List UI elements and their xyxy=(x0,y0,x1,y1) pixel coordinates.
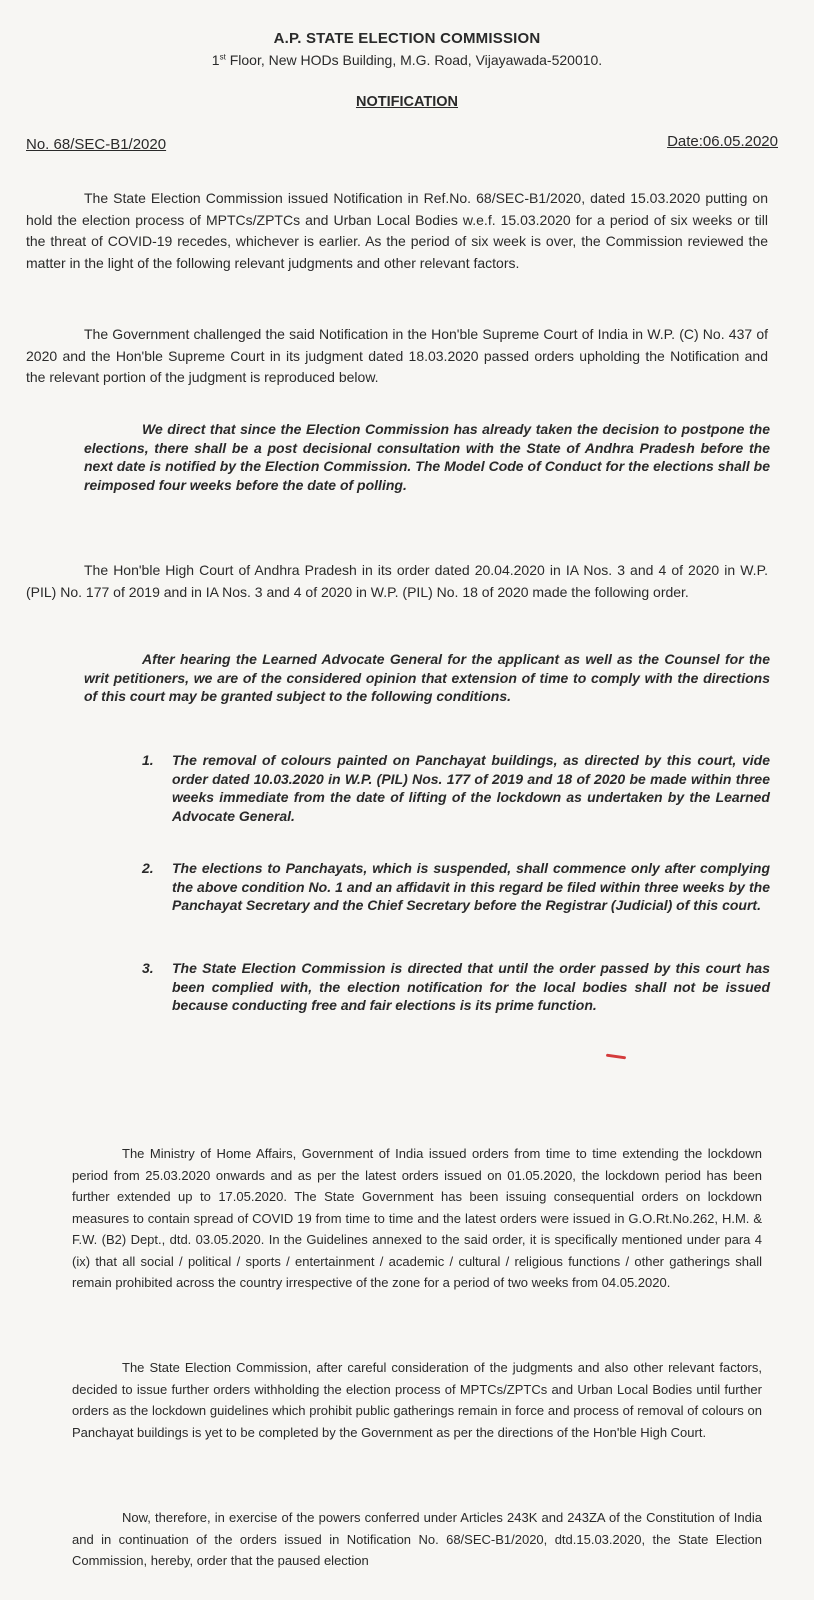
paragraph-4: The Ministry of Home Affairs, Government of India issued orders from time to time extending the lockdown period from 25.03.2020 onwards and as per the latest orders issued on 01.05.2020, the lockdown period has been further extended up to 17.05.2020. The State Government has been issuing consequential orders on lockdown measures to contain spread of COVID 19 from time to time and the latest orders were issued in G.O.Rt.No.262, H.M. & F.W. (B2) Dept., dtd. 03.05.2020. In the Guidelines annexed to the said order, it is specifically mentioned under para 4 (ix) that all social / political / sports / entertainment / academic / cultural / religious functions / other gatherings shall remain prohibited across the country irrespective of the zone for a period of two weeks from 04.05.2020. xyxy=(72,1146,762,1290)
reference-number: No. 68/SEC-B1/2020 xyxy=(26,136,167,153)
condition-item xyxy=(142,959,770,1015)
supreme-court-quote: We direct that since the Election Commission has already taken the decision to postpone the elections, there shall be a post decisional consultation with the State of Andhra Pradesh before the next date is notified by the Election Commission. The Model Code of Conduct for the elections shall be reimposed four weeks before the date of polling. xyxy=(84,421,770,493)
address-text: Floor, New HODs Building, M.G. Road, Vijayawada-520010. xyxy=(225,52,603,68)
notification-date: Date:06.05.2020 xyxy=(667,133,778,150)
floor-number: 1 xyxy=(211,52,220,68)
paragraph-6: Now, therefore, in exercise of the powers conferred under Articles 243K and 243ZA of the Constitution of India and in continuation of the orders issued in Notification No. 68/SEC-B1/2020, dtd.15.03.2020, the State Election Commission, hereby, order that the paused election xyxy=(72,1510,762,1568)
condition-text: The State Election Commission is directed that until the order passed by this court has been complied with, the election notification for the local bodies shall not be issued because conducting free and fair elections is its prime function. xyxy=(172,960,770,1013)
paragraph-3: The Hon'ble High Court of Andhra Pradesh in its order dated 20.04.2020 in IA Nos. 3 and 4 of 2020 in W.P. (PIL) No. 177 of 2019 and in IA Nos. 3 and 4 of 2020 in W.P. (PIL) No. 18 of 2020 made the following order. xyxy=(26,562,768,600)
commission-address xyxy=(0,52,814,68)
red-pen-mark xyxy=(606,1054,626,1060)
paragraph-1: The State Election Commission issued Notification in Ref.No. 68/SEC-B1/2020, dated 15.03.2020 putting on hold the election process of MPTCs/ZPTCs and Urban Local Bodies w.e.f. 15.03.2020 for a period of six weeks or till the threat of COVID-19 recedes, whichever is earlier. As the period of six week is over, the Commission reviewed the matter in the light of the following relevant judgments and other relevant factors. xyxy=(26,190,768,271)
condition-number: 2. xyxy=(142,860,154,876)
condition-text: The removal of colours painted on Panchayat buildings, as directed by this court, vide order dated 10.03.2020 in W.P. (PIL) Nos. 177 of 2019 and 18 of 2020 be made within three weeks immediate from the date of lifting of the lockdown as undertaken by the Learned Advocate General. xyxy=(172,752,770,824)
condition-number: 3. xyxy=(142,960,154,976)
paragraph-5: The State Election Commission, after careful consideration of the judgments and also other relevant factors, decided to issue further orders withholding the election process of MPTCs/ZPTCs and Urban Local Bodies until further orders as the lockdown guidelines which prohibit public gatherings remain in force and process of removal of colours on Panchayat buildings is yet to be completed by the Government as per the directions of the Hon'ble High Court. xyxy=(72,1360,762,1440)
high-court-quote: After hearing the Learned Advocate General for the applicant as well as the Counsel for the writ petitioners, we are of the considered opinion that extension of time to comply with the directions of this court may be granted subject to the following conditions. xyxy=(84,651,770,704)
notification-heading: NOTIFICATION xyxy=(355,94,459,110)
condition-text: The elections to Panchayats, which is suspended, shall commence only after complying the above condition No. 1 and an affidavit in this regard be filed within three weeks by the Panchayat Secretary and the Chief Secretary before the Registrar (Judicial) of this court. xyxy=(172,860,770,913)
commission-title: A.P. STATE ELECTION COMMISSION xyxy=(273,30,541,47)
floor-suffix: st xyxy=(219,52,226,62)
paragraph-2: The Government challenged the said Notification in the Hon'ble Supreme Court of India in W.P. (C) No. 437 of 2020 and the Hon'ble Supreme Court in its judgment dated 18.03.2020 passed orders upholding the Notification and the relevant portion of the judgment is reproduced below. xyxy=(26,326,768,385)
condition-number: 1. xyxy=(142,752,154,768)
condition-item xyxy=(142,859,770,915)
condition-item xyxy=(142,751,770,825)
